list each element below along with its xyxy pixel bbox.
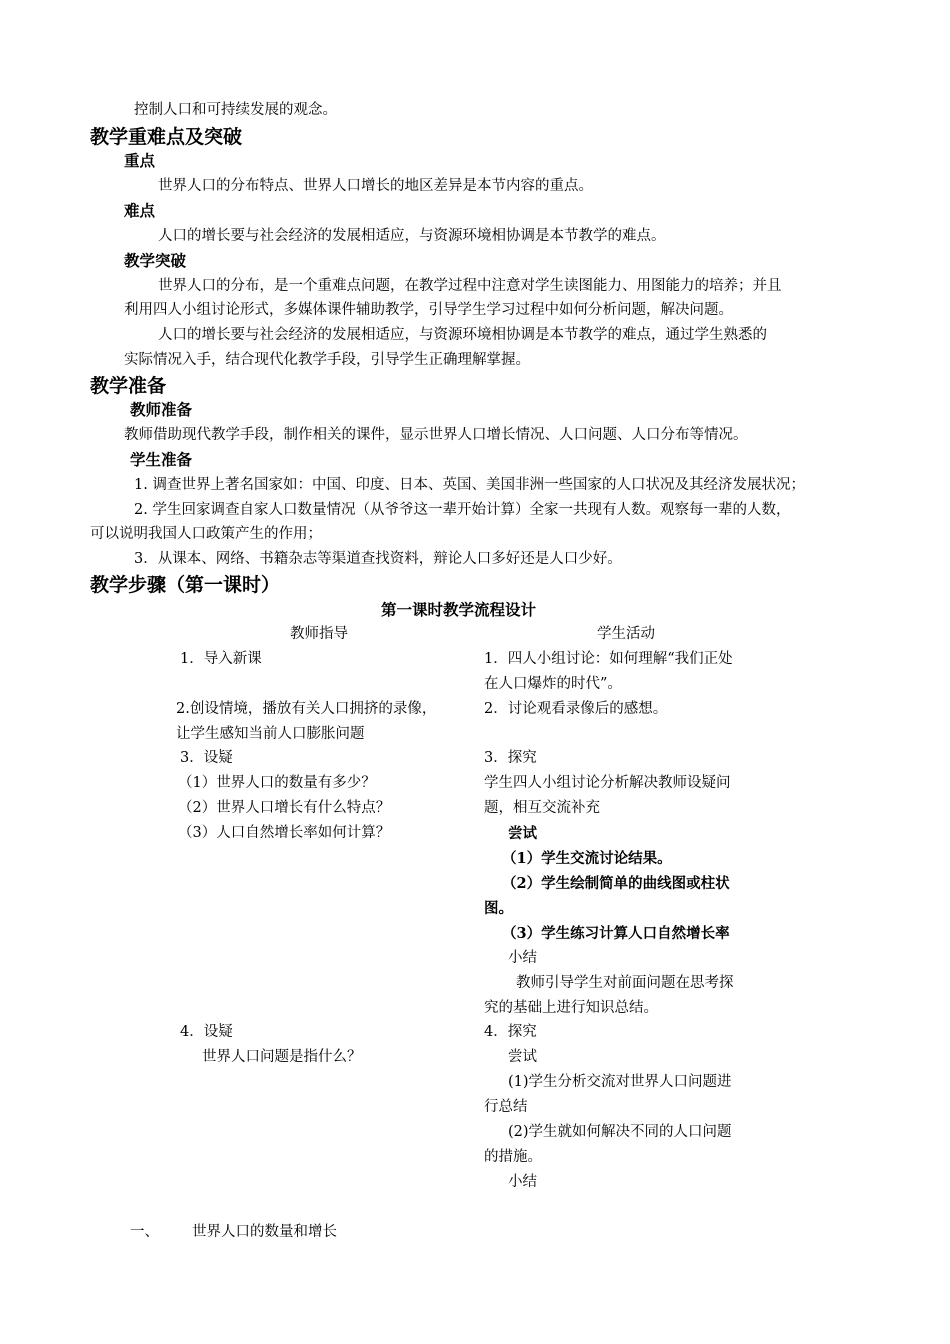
key-points-heading: 教学重难点及突破 (90, 126, 243, 148)
difficulty-label: 难点 (124, 202, 156, 220)
section-title: 世界人口的数量和增长 (192, 1224, 337, 1240)
focus-label: 重点 (124, 152, 156, 170)
student-try-item: （1）学生交流讨论结果。 (502, 850, 672, 867)
student-try-item: 的措施。 (484, 1149, 542, 1165)
column-header-student: 学生活动 (597, 626, 655, 642)
student-step: 2．讨论观看录像后的感想。 (484, 701, 668, 717)
student-try-label: 尝试 (508, 1049, 537, 1065)
student-try-item: （3）学生练习计算人口自然增长率 (502, 925, 730, 942)
flow-title: 第一课时教学流程设计 (381, 601, 537, 619)
student-try-item: (2)学生就如何解决不同的人口问题 (508, 1124, 732, 1140)
difficulty-text: 人口的增长要与社会经济的发展相适应，与资源环境相协调是本节教学的难点。 (158, 228, 666, 244)
teacher-question: （2）世界人口增长有什么特点？ (178, 800, 391, 816)
student-prep-item: 可以说明我国人口政策产生的作用； (90, 526, 322, 542)
student-try-item: 行总结 (484, 1099, 528, 1115)
student-step: 题，相互交流补充 (484, 800, 600, 816)
teacher-step: 1．导入新课 (180, 651, 262, 667)
teacher-prep-text: 教师借助现代教学手段，制作相关的课件，显示世界人口增长情况、人口问题、人口分布等情况。 (124, 427, 748, 443)
steps-heading: 教学步骤（第一课时） (90, 574, 281, 596)
student-summary-label: 小结 (508, 1174, 537, 1190)
breakthrough-paragraph-line: 人口的增长要与社会经济的发展相适应，与资源环境相协调是本节教学的难点，通过学生熟悉的 (158, 327, 767, 343)
student-try-label: 尝试 (508, 825, 537, 842)
student-prep-item: 3．从课本、网络、书籍杂志等渠道查找资料，辩论人口多好还是人口少好。 (134, 551, 622, 567)
teacher-prep-label: 教师准备 (130, 401, 193, 419)
teacher-step: 2.创设情境，播放有关人口拥挤的录像， (176, 701, 437, 717)
student-try-item: （2）学生绘制简单的曲线图或柱状 (502, 875, 730, 892)
teacher-step: 4．设疑 (180, 1024, 233, 1040)
breakthrough-label: 教学突破 (124, 252, 187, 270)
breakthrough-paragraph-line: 实际情况入手，结合现代化教学手段，引导学生正确理解掌握。 (124, 352, 530, 368)
student-prep-label: 学生准备 (130, 451, 193, 469)
student-prep-item: 2. 学生回家调查自家人口数量情况（从爷爷这一辈开始计算）全家一共现有人数。观察每一辈的人数， (134, 502, 791, 518)
student-try-item: 图。 (484, 900, 513, 917)
teacher-question: （3）人口自然增长率如何计算？ (178, 825, 391, 841)
breakthrough-paragraph-line: 世界人口的分布，是一个重难点问题，在教学过程中注意对学生读图能力、用图能力的培养；并且 (158, 278, 782, 294)
student-step: 3．探究 (484, 750, 537, 766)
student-summary-text: 究的基础上进行知识总结。 (484, 1000, 658, 1016)
teacher-step: 让学生感知当前人口膨胀问题 (176, 726, 365, 742)
student-prep-item: 1. 调查世界上著名国家如：中国、印度、日本、英国、美国非洲一些国家的人口状况及其经济发展状况； (134, 477, 805, 493)
student-step: 1．四人小组讨论：如何理解“我们正处 (484, 651, 733, 667)
teacher-question: 世界人口问题是指什么？ (202, 1049, 362, 1065)
preparation-heading: 教学准备 (90, 375, 167, 397)
breakthrough-paragraph-line: 利用四人小组讨论形式，多媒体课件辅助教学，引导学生学习过程中如何分析问题，解决问题。 (124, 302, 733, 318)
teacher-step: 3．设疑 (180, 750, 233, 766)
student-step: 学生四人小组讨论分析解决教师设疑问 (484, 775, 731, 791)
student-step: 4．探究 (484, 1024, 537, 1040)
student-try-item: (1)学生分析交流对世界人口问题进 (508, 1074, 732, 1090)
student-summary-text: 教师引导学生对前面问题在思考探 (516, 975, 734, 991)
intro-line: 控制人口和可持续发展的观念。 (134, 102, 337, 118)
section-number: 一、 (130, 1224, 159, 1240)
column-header-teacher: 教师指导 (290, 626, 348, 642)
focus-text: 世界人口的分布特点、世界人口增长的地区差异是本节内容的重点。 (158, 178, 593, 194)
student-step: 在人口爆炸的时代”。 (484, 676, 622, 692)
teacher-question: （1）世界人口的数量有多少？ (178, 775, 376, 791)
student-summary-label: 小结 (508, 950, 537, 966)
